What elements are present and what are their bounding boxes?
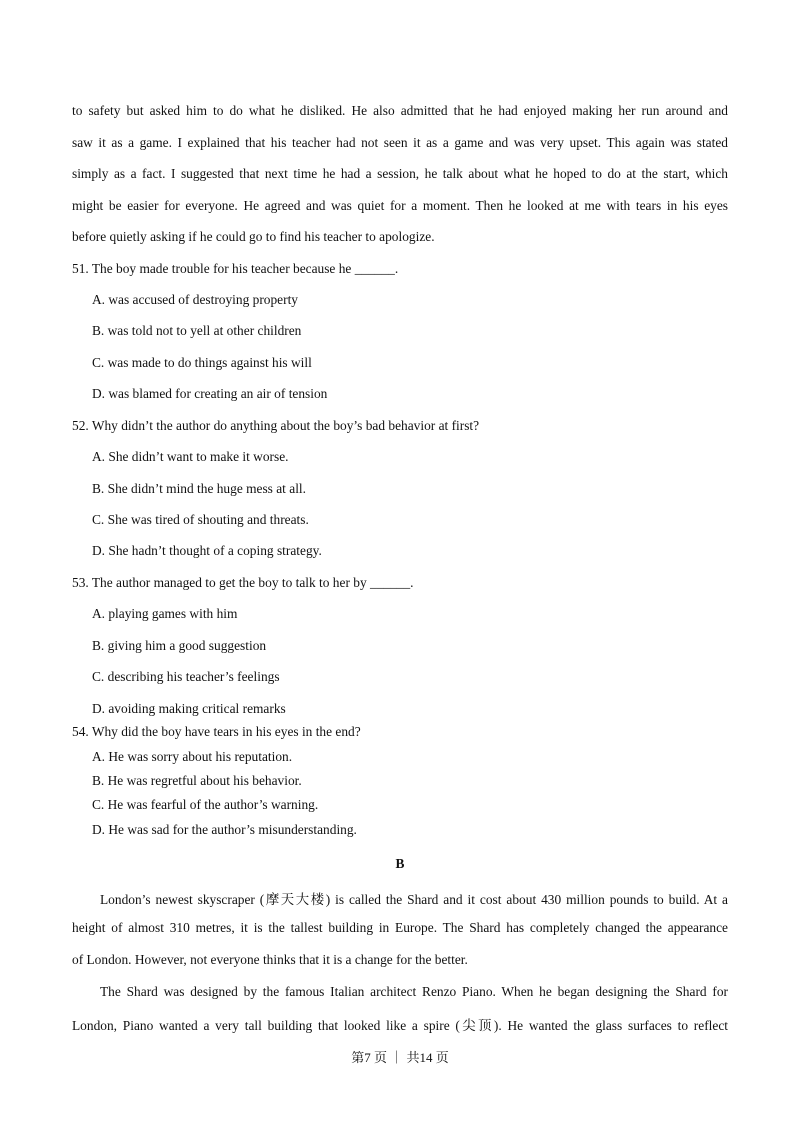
question-51-stem: 51. The boy made trouble for his teacher because he ______. xyxy=(72,261,399,276)
question-54-option-b: B. He was regretful about his behavior. xyxy=(92,773,302,788)
question-54-option-c: C. He was fearful of the author’s warning. xyxy=(92,797,319,812)
question-53-option-a: A. playing games with him xyxy=(92,606,238,621)
question-51-option-a: A. was accused of destroying property xyxy=(92,292,299,307)
section-b-heading: B xyxy=(395,856,405,871)
section-b-p2-line-2: London, Piano wanted a very tall building that looked like a spire (尖顶). He wanted the glass surfaces to reflect xyxy=(72,1018,728,1033)
section-b-p1-line-2: height of almost 310 metres, it is the tallest building in Europe. The Shard has completely changed the appearance xyxy=(72,920,728,935)
passage-a-line-3: simply as a fact. I suggested that next time he had a session, he talk about what he hoped to do at the start, which xyxy=(72,166,728,181)
question-52-stem: 52. Why didn’t the author do anything about the boy’s bad behavior at first? xyxy=(72,418,480,433)
passage-a-line-1: to safety but asked him to do what he disliked. He also admitted that he had enjoyed making her run around and xyxy=(72,103,728,118)
passage-a-line-5: before quietly asking if he could go to find his teacher to apologize. xyxy=(72,229,435,244)
question-53-option-d: D. avoiding making critical remarks xyxy=(92,701,286,716)
passage-a-line-2: saw it as a game. I explained that his teacher had not seen it as a game and was very upset. This again was stated xyxy=(72,135,728,150)
question-52-option-d: D. She hadn’t thought of a coping strategy. xyxy=(92,543,322,558)
page-footer: 第7 页 ｜ 共14 页 xyxy=(351,1050,449,1065)
question-52-option-c: C. She was tired of shouting and threats. xyxy=(92,512,309,527)
passage-a-line-4: might be easier for everyone. He agreed and was quiet for a moment. Then he looked at me with tears in his eyes xyxy=(72,198,728,213)
question-51-option-c: C. was made to do things against his will xyxy=(92,355,312,370)
question-52-option-a: A. She didn’t want to make it worse. xyxy=(92,449,289,464)
question-53-stem: 53. The author managed to get the boy to talk to her by ______. xyxy=(72,575,414,590)
question-54-stem: 54. Why did the boy have tears in his eyes in the end? xyxy=(72,724,361,739)
section-b-p1-line-1: London’s newest skyscraper (摩天大楼) is called the Shard and it cost about 430 million pounds to build. At a xyxy=(100,892,728,907)
question-53-option-b: B. giving him a good suggestion xyxy=(92,638,267,653)
question-53-option-c: C. describing his teacher’s feelings xyxy=(92,669,280,684)
section-b-p1-line-3: of London. However, not everyone thinks that it is a change for the better. xyxy=(72,952,468,967)
question-52-option-b: B. She didn’t mind the huge mess at all. xyxy=(92,481,306,496)
question-54-option-a: A. He was sorry about his reputation. xyxy=(92,749,293,764)
question-51-option-d: D. was blamed for creating an air of tension xyxy=(92,386,328,401)
question-54-option-d: D. He was sad for the author’s misunderstanding. xyxy=(92,822,357,837)
section-b-p2-line-1: The Shard was designed by the famous Italian architect Renzo Piano. When he began designing the Shard for xyxy=(100,984,728,999)
question-51-option-b: B. was told not to yell at other children xyxy=(92,323,302,338)
